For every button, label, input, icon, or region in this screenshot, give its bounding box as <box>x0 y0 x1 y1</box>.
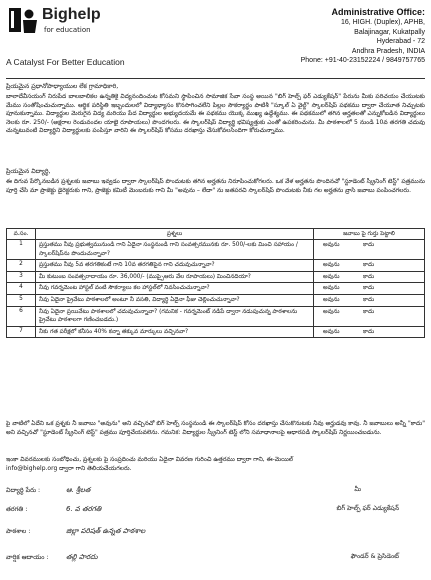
student-paragraph: ఈ దిగువ పేర్కొనబడిన ప్రశ్నలకు జవాబు ఇవ్వడం ద్వారా స్కాలర్‌షిప్ పొందుటకు తగిన అర్హతను నిరూపించుకోగలరు. ఒక వేళ అర్హతను పొందినచో "స్టూడెంట్ స్క్రీనింగ్ టెస్ట్" పత్రమును పూర్తి చేసి మా ప్రాజెక్టు డైరెక్టరుకు గాని, ప్రాజెక్టు కమిటీ మెంబరుకు గాని మీ "అవును – లేదా" ను జతపరచి స్కాలర్‌షిప్ పొందుటకు నీకు గల అర్హతను వ్రాసి జవాబు పంపించగలరు. <box>6 178 425 194</box>
salutation-student: ప్రియమైన విద్యార్థి, <box>6 168 51 175</box>
no-option[interactable]: కాదు <box>363 242 375 248</box>
yes-option[interactable]: అవును <box>323 328 340 335</box>
answer-cell <box>314 306 425 326</box>
no-option[interactable]: కాదు <box>363 273 375 280</box>
table-row <box>7 260 425 272</box>
intro-paragraph: బాలాదేవీసయంగ్ నిరుపేద బాలబాలికల ఉన్నతికై విద్యనందించుట కోసమని స్థాపించిన సామాజిక సేవా సంస్థ అయిన "బిగ్ హెల్ప్ ఫర్ ఎడ్యుకేషన్" పేరును మీకు పరిచయం చేయుటకు మేము సంతోషించుచున్నాము. ఆర్థిక పరిస్థితి ఇబ్బందులలో విద్యాభ్యాసం కొనసాగించలేని పిల్లల సౌకర్యార్థం పాటిశీ "స్కూల్ ఏ వైల్డ్" స్కాలర్‌షిప్ పథకము ద్వారా చేయూత నిచ్చుటకు పూనుకున్నాము. విద్యార్థుల మెరుగైన విద్య మరియు పేద విద్యార్థుల అభ్యుదయమే ఈ పథకము యొక్క ముఖ్య ఉద్దేశ్యము. ఈ పథకములో తగిన అర్హతలతో ఎన్నుకోబడిన విద్యార్థులు నెలకు రూ. 250/- (అక్షరాల రెండువందల యాభై రూపాయలు) పొందగలరు. ఈ స్కాలర్‌షిప్ విద్యార్థి భవిష్యత్తుకు ఎంతో ఉపకరించును. మీ పాఠశాలలో 5 నుండి 10వ తరగతి చదువు చున్నటువంటి విద్యార్థిని విద్యార్థులకు పంపిస్తూ వారిని ఈ స్కాలర్‌షిప్ కోసము దరఖాస్తు చేసుకోవలసిందిగా కోరుచున్నాము. <box>6 93 425 135</box>
field-label: తరగతి : <box>6 506 28 513</box>
office-line: Andhra Pradesh, INDIA <box>351 47 425 55</box>
yes-option[interactable]: అవును <box>323 242 340 248</box>
field-label: పాఠశాల : <box>6 528 31 535</box>
row-num: 7 <box>7 326 36 338</box>
signature-mark: మీ <box>354 486 361 493</box>
salutation-headmaster: ప్రియమైన ప్రధానోపాధ్యాయుల లేక గ్రామాధికారి, <box>6 83 119 90</box>
field-value[interactable]: జిల్లా పరిషత్ ఉన్నత పాఠశాల <box>66 527 146 535</box>
bighelp-logo-icon <box>8 6 38 36</box>
table-row <box>7 283 425 295</box>
field-value[interactable]: ఆ. శ్రీలత <box>66 486 91 494</box>
row-num: 3 <box>7 271 36 283</box>
answer-cell <box>314 294 425 306</box>
email-line: info@bighelp.org ద్వారా గాని తెలియచేయగలరు. <box>6 465 132 472</box>
answer-cell <box>314 260 425 272</box>
table-row <box>7 271 425 283</box>
col-question-header: ప్రశ్నలు <box>36 229 314 240</box>
no-option[interactable]: కాదు <box>363 262 375 269</box>
field-value[interactable]: 6. వ తరగతి <box>66 505 102 513</box>
row-question: నీకు గత పరీక్షలో కనీసం 40% కన్నా తక్కువ మార్కులు వచ్చినవా? <box>36 326 314 338</box>
table-row <box>7 326 425 338</box>
row-num: 4 <box>7 283 36 295</box>
row-question: ప్రస్తుతము నీవు ప్రభుత్వమునుండి గాని ఏదైనా సంస్థనుండి గాని సంవత్సరమునకు రూ. 500/-లకు మించి సహాయం / స్కాలర్‌షిప్‌ను పొందుచున్నావా? <box>36 240 314 260</box>
row-question: నీవు గవర్నమెంట హాస్టల్ వంటి సౌకర్యాలు కల హాస్టల్‌లో నివసించుచున్నావా? <box>36 283 314 295</box>
office-title: Administrative Office: <box>331 7 425 17</box>
no-option[interactable]: కాదు <box>363 296 375 303</box>
answer-cell <box>314 283 425 295</box>
answer-cell <box>314 326 425 338</box>
row-question: ప్రస్తుతము నీవు 5వ తరగతికంటే గాని 10వ తరగతిపైన గాని చదువుచున్నావా? <box>36 260 314 272</box>
office-line: 16, HIGH. (Duplex), APHB, <box>340 19 425 26</box>
contact-paragraph: ఇంకా వివరములకు సంబోధించు, ప్రశ్నలకు పై సంప్రదించు మరియు ఏదైనా వివరణ గురించి ఉత్తరము ద్వారా గాని, ఈ-మెయిల్ <box>6 456 294 463</box>
table-row <box>7 306 425 326</box>
header-divider <box>6 78 425 79</box>
row-num: 1 <box>7 240 36 260</box>
office-line: Hyderabad - 72 <box>376 38 425 46</box>
student-name-field <box>6 486 90 496</box>
row-num: 6 <box>7 306 36 326</box>
yes-option[interactable]: అవును <box>323 262 340 269</box>
org-signature: బిగ్ హెల్ప్ ఫర్ ఎడ్యుకేషన్ <box>336 505 399 512</box>
row-num: 2 <box>7 260 36 272</box>
field-label: వార్షిక ఆదాయం : <box>6 554 49 561</box>
col-answer-header: జవాబు పై గుర్తు పెట్టాలి <box>314 229 425 240</box>
answer-cell <box>314 240 425 260</box>
table-row <box>7 240 425 260</box>
founder-title: ఫౌండర్ & ప్రెసిడెంట్ <box>350 553 399 560</box>
office-address <box>265 6 425 66</box>
office-phone: Phone: +91-40-23152224 / 9849757765 <box>300 57 425 65</box>
class-field <box>6 505 101 515</box>
screening-table <box>6 228 425 338</box>
office-line: Balajinagar, Kukatpally <box>354 28 425 36</box>
yes-option[interactable]: అవును <box>323 308 340 315</box>
row-question: మీ కుటుంబ సంవత్సరాదాయం రూ. 36,000/- (ముప్పైఆరు వేల రూపాయలు) మించినదియా? <box>36 271 314 283</box>
field-value[interactable]: తల్లి పారదు <box>66 553 98 561</box>
school-field <box>6 527 145 537</box>
table-header-row <box>7 229 425 240</box>
brand-name: Bighelp <box>42 6 101 23</box>
no-option[interactable]: కాదు <box>363 328 375 335</box>
closing-paragraph: పై వాటిలో ఏదేని ఒక ప్రశ్నకు నీ జవాబు "అవును" అని వచ్చినచో బిగ్ హెల్ప్ సంస్థనుండి ఈ స్కాలర్‌షిప్ కోసం దరఖాస్తు చేసుకొనుటకు నీవు అర్హుడవు కావు. నీ జవాబులు అన్నీ "కాదు" అని వచ్చినచో "స్టూడెంట్ స్క్రీనింగ్ టెస్ట్" పత్రము పూర్తిచేయవలెను. గమనిక: విద్యార్థుల స్క్రీనింగ్ టెస్ట్ లోని సమాధానాలపై ఆధారపడి స్కాలర్‌షిప్ నిర్ణయించబడును. <box>6 420 425 436</box>
row-num: 5 <box>7 294 36 306</box>
tagline: A Catalyst For Better Education <box>6 57 125 67</box>
yes-option[interactable]: అవును <box>323 285 340 292</box>
brand-subtitle: for education <box>44 26 91 34</box>
answer-cell <box>314 271 425 283</box>
no-option[interactable]: కాదు <box>363 285 375 292</box>
row-question: నీవు ఏదైనా ప్రైవేటు పాఠశాలలో అంటూ నీ వసతి, విద్యార్థి ఏదైనా ఫీజు చెల్లించుచున్నావా? <box>36 294 314 306</box>
yes-option[interactable]: అవును <box>323 296 340 303</box>
income-field <box>6 553 98 563</box>
table-row <box>7 294 425 306</box>
no-option[interactable]: కాదు <box>363 308 375 315</box>
field-label: విద్యార్థి పేరు : <box>6 487 41 494</box>
row-question: నీవు ఏదైనా ప్రయివేటు పాఠశాలలో చదువుచున్నావా? (గమనిక - గవర్నమెంట్ నడిపే ద్వారా నడుపుచున్న పాఠశాలను ప్రైవేటు పాఠశాలగా గణించబడదు.) <box>36 306 314 326</box>
yes-option[interactable]: అవును <box>323 273 340 280</box>
col-num-header: వ.సం. <box>7 229 36 240</box>
